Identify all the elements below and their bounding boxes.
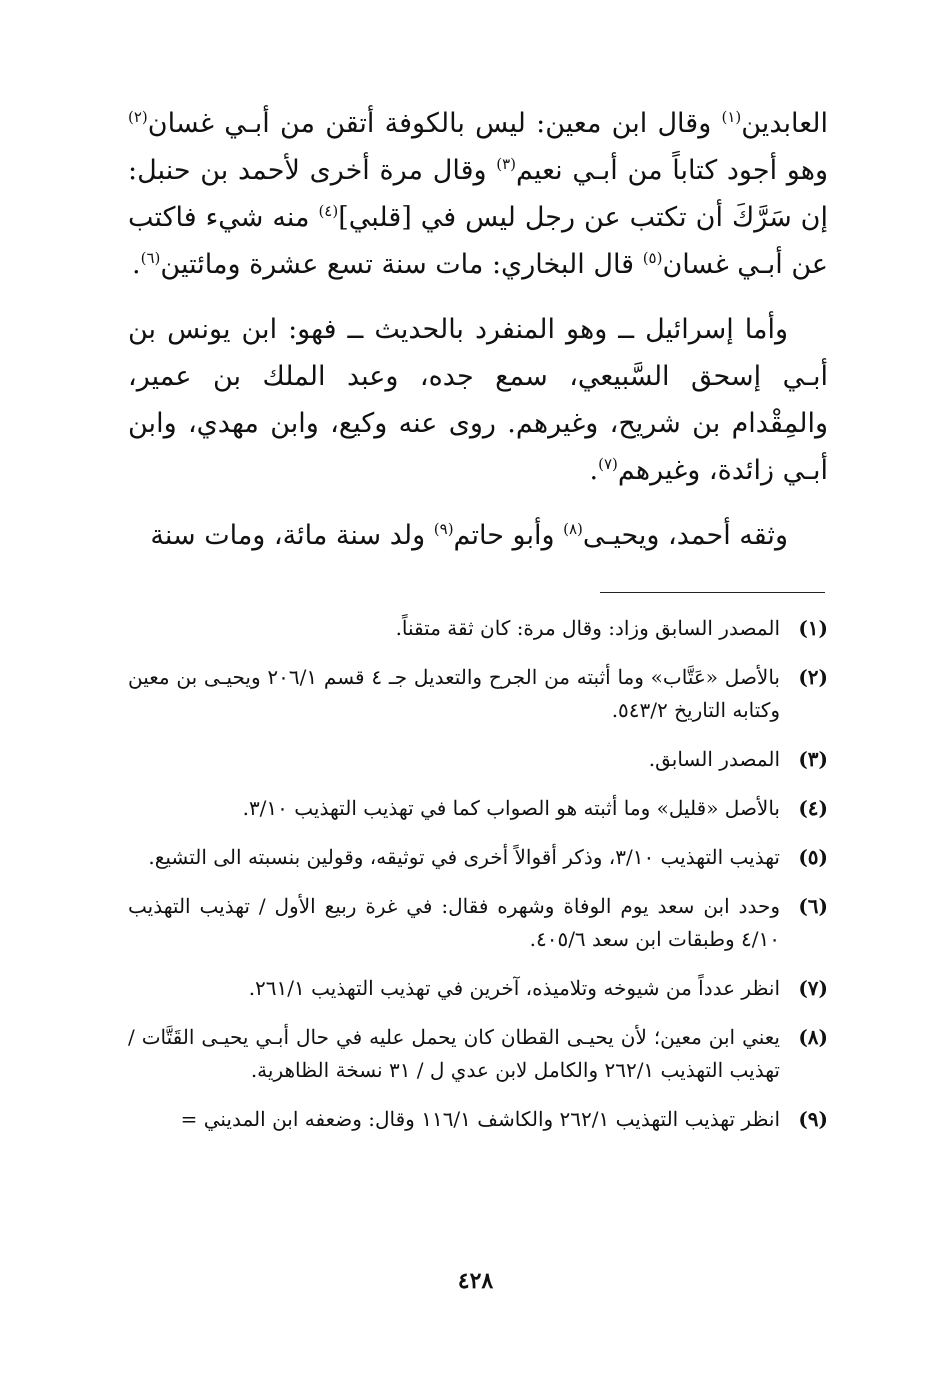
text-segment: .	[589, 455, 599, 486]
text-segment: .	[132, 249, 141, 280]
footnote-item	[128, 1103, 828, 1136]
footnote-item	[128, 743, 828, 776]
footnote-item	[128, 661, 828, 727]
text-segment: قال البخاري: مات سنة تسع عشرة ومائتين	[160, 249, 643, 280]
footnote-number: (٩)	[798, 1107, 828, 1131]
footnote-marker[interactable]: (٢)	[128, 108, 148, 126]
text-segment: وهو أجود كتاباً من أبـي نعيم	[516, 155, 829, 186]
text-segment: منه شيء فاكتب عن أبـي غسان	[128, 202, 828, 280]
footnote-marker[interactable]: (٤)	[318, 202, 339, 220]
main-text	[128, 100, 828, 577]
footnote-number: (٧)	[798, 976, 828, 1000]
footnote-marker[interactable]: (٣)	[496, 155, 517, 173]
page-number: ٤٢٨	[457, 1268, 494, 1294]
footnote-marker[interactable]: (١)	[721, 108, 742, 126]
footnote-text: المصدر السابق.	[648, 747, 780, 771]
footnote-item	[128, 1021, 828, 1087]
footnote-number: (٢)	[798, 665, 828, 689]
main-paragraph	[128, 100, 828, 288]
footnote-number: (٥)	[798, 845, 828, 869]
text-segment: وثقه أحمد، ويحيـى	[582, 520, 788, 551]
footnote-item	[128, 972, 828, 1005]
footnote-number: (٦)	[798, 894, 828, 918]
footnote-number: (٨)	[798, 1025, 828, 1049]
footnote-text: وحدد ابن سعد يوم الوفاة وشهره فقال: في غرة ربيع الأول / تهذيب التهذيب ٤/١٠ وطبقات ابن سعد ٤٠٥/٦.	[128, 894, 780, 951]
footnote-text: بالأصل «قليل» وما أثبته هو الصواب كما في تهذيب التهذيب ٣/١٠.	[242, 796, 780, 820]
text-segment: وقال ابن معين: ليس بالكوفة أتقن من أبـي غسان	[147, 108, 722, 139]
text-segment: وأبو حاتم	[453, 520, 564, 551]
footnote-text: تهذيب التهذيب ٣/١٠، وذكر أقوالاً أخرى في توثيقه، وقولين بنسبته الى التشيع.	[148, 845, 780, 869]
footnote-text: انظر تهذيب التهذيب ٢٦٢/١ والكاشف ١١٦/١ وقال: وضعفه ابن المديني =	[180, 1107, 780, 1131]
footnote-marker[interactable]: (٨)	[563, 520, 583, 538]
footnote-text: انظر عدداً من شيوخه وتلاميذه، آخرين في تهذيب التهذيب ٢٦١/١.	[248, 976, 780, 1000]
footnote-number: (١)	[798, 616, 828, 640]
footnotes-section	[128, 612, 828, 1152]
footnote-item	[128, 890, 828, 956]
footnote-number: (٤)	[798, 796, 828, 820]
footnote-item	[128, 612, 828, 645]
footnote-divider	[600, 592, 825, 593]
footnote-item	[128, 792, 828, 825]
text-segment: وقال مرة أخرى لأحمد بن حنبل: إن سَرَّكَ أن تكتب عن رجل ليس في [قلبي]	[128, 155, 828, 233]
main-paragraph	[128, 512, 828, 559]
footnote-text: المصدر السابق وزاد: وقال مرة: كان ثقة متقناً.	[395, 616, 780, 640]
footnote-marker[interactable]: (٧)	[598, 455, 618, 473]
footnote-number: (٣)	[798, 747, 828, 771]
text-segment: وأما إسرائيل ــ وهو المنفرد بالحديث ــ فهو: ابن يونس بن أبـي إسحق السَّبيعي، سمع جده، وعبد الملك بن عمير، والمِقْدام بن شريح، وغيرهم. روى عنه وكيع، وابن مهدي، وابن أبـي زائدة، وغيرهم	[128, 314, 828, 486]
footnote-marker[interactable]: (٥)	[642, 249, 663, 267]
footnote-text: بالأصل «عَتَّاب» وما أثبته من الجرح والتعديل جـ ٤ قسم ٢٠٦/١ ويحيـى بن معين وكتابه التاريخ ٥٤٣/٢.	[128, 665, 780, 722]
footnote-text: يعني ابن معين؛ لأن يحيـى القطان كان يحمل عليه في حال أبـي يحيـى القَتَّات / تهذيب التهذيب ٢٦٢/١ والكامل لابن عدي ل / ٣١ نسخة الظاهرية.	[128, 1025, 780, 1082]
footnote-marker[interactable]: (٦)	[140, 249, 161, 267]
main-paragraph	[128, 306, 828, 494]
text-segment: العابدين	[741, 108, 828, 139]
text-segment: ولد سنة مائة، ومات سنة	[150, 520, 434, 551]
footnote-item	[128, 841, 828, 874]
footnote-marker[interactable]: (٩)	[433, 520, 454, 538]
